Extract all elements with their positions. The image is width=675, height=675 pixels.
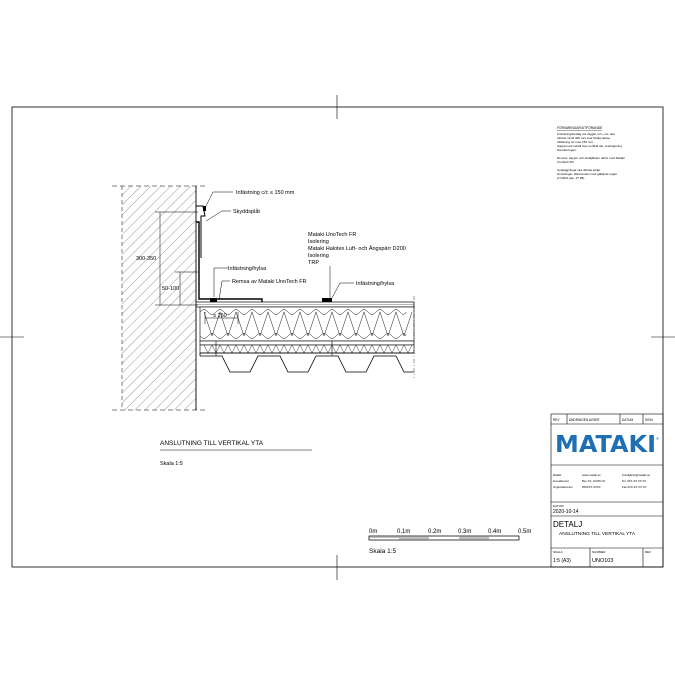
label-fastening-top: Infästning c/c ≤ 150 mm xyxy=(236,190,295,196)
trp-sheet xyxy=(200,353,414,372)
layer-list-item: Isolering xyxy=(308,239,329,245)
label-fastening-right: Infästning/hylsa xyxy=(356,281,395,287)
roof-buildup xyxy=(196,296,414,378)
scale-label: SKALA xyxy=(553,550,563,554)
skyddsplat-flashing xyxy=(196,206,205,258)
drawing-scale: Skala 1:5 xyxy=(160,461,183,467)
scale-tick-label: 0m xyxy=(369,529,378,535)
scale-tick-label: 0.1m xyxy=(397,529,411,535)
scale-bar-label: Skala 1:5 xyxy=(369,548,397,555)
notes-line: Remsor, kappor och detaljfästen utförs med Mataki xyxy=(557,156,625,160)
drawing-subtitle: ANSLUTNING TILL VERTIKAL YTA xyxy=(559,532,636,537)
date-value: 2020-10-14 xyxy=(553,509,579,515)
label-skyddsplat: Skyddsplåt xyxy=(233,209,260,215)
registered-mark-icon: ® xyxy=(656,436,659,441)
company-info: Tel. 0XX-XX XX XX xyxy=(622,479,647,483)
layer-list-item: TRP xyxy=(308,260,319,266)
scale-tick-label: 0.5m xyxy=(518,529,532,535)
dimension-150: ≥ 150 xyxy=(213,313,227,319)
notes-heading: FÖRVARINGAR/UTFÖRANDE xyxy=(557,126,603,130)
rev-label: REV xyxy=(645,550,652,554)
vertical-wall xyxy=(122,186,196,410)
number-label: NUMMER xyxy=(592,550,606,554)
company-info: Fax 0XX-XX XX XX xyxy=(622,485,647,489)
notes-line: Kappa med metall över vertikal del, överlappning xyxy=(557,144,622,148)
notes-line: Infästning c/c max 150 mm. xyxy=(557,140,594,144)
company-info: Huvudkontor xyxy=(553,479,569,483)
notes-line: anvisningar, tillsammans med gällande regler. xyxy=(557,172,618,176)
detail-drawing xyxy=(112,186,414,410)
drawing-number: UNO103 xyxy=(592,558,614,564)
layer-list-item: Mataki UnoTech FR xyxy=(308,232,357,238)
notes-line: ska täta fogen. xyxy=(557,148,577,152)
label-fastening-left: Infästning/hylsa xyxy=(228,266,267,272)
notes-line: UnoTech FR. xyxy=(557,160,575,164)
title-block-header: DATUM xyxy=(622,418,634,422)
drawing-title: ANSLUTNING TILL VERTIKAL YTA xyxy=(160,440,264,447)
layer-list-item: Mataki Halotex Luft- och Ångspärr D200 xyxy=(308,246,406,252)
date-label: DATUM xyxy=(553,504,564,508)
notes-block xyxy=(557,126,625,180)
mataki-logo: MATAKI xyxy=(555,432,656,458)
scale-bar xyxy=(369,529,531,555)
title-block-header: REV xyxy=(553,418,560,422)
title-block-header: ÄNDRINGEN AVSER xyxy=(569,418,600,422)
scale-tick-label: 0.2m xyxy=(428,529,442,535)
company-info: www.mataki.se xyxy=(582,473,601,477)
company-info: Organisationsnr xyxy=(553,485,573,489)
company-info: Kundtjänst@mataki.se xyxy=(622,473,651,477)
upstand-membrane xyxy=(196,222,262,302)
fastener xyxy=(322,298,332,302)
layer-list-item: Isolering xyxy=(308,253,329,259)
notes-line: (TY2011 kap. JT 2B) xyxy=(557,176,585,180)
fastener xyxy=(210,298,217,302)
title-block-header: SIGN xyxy=(645,418,653,422)
company-info: Mataki xyxy=(553,473,562,477)
scale-tick-label: 0.3m xyxy=(458,529,472,535)
scale-tick-label: 0.4m xyxy=(488,529,502,535)
notes-line: utföras minst 300 mm över färdig takyta. xyxy=(557,136,611,140)
company-info: Box XX, 12345 Ort xyxy=(582,479,606,483)
drawing-type: DETALJ xyxy=(553,520,583,529)
dimension-50-100: 50-100 xyxy=(162,286,180,292)
notes-line: Anslutningsbeslag vid väggar, torn, etc. ska xyxy=(557,132,615,136)
company-info: 556XXX-XXXX xyxy=(582,485,601,489)
label-remsa: Remsa av Mataki UnoTech FR xyxy=(232,279,307,285)
scale-value: 1:5 (A3) xyxy=(553,558,571,564)
dimension-300-350: 300-350 xyxy=(136,256,157,262)
notes-line: Uppläggningar ska utföras enligt xyxy=(557,168,601,172)
